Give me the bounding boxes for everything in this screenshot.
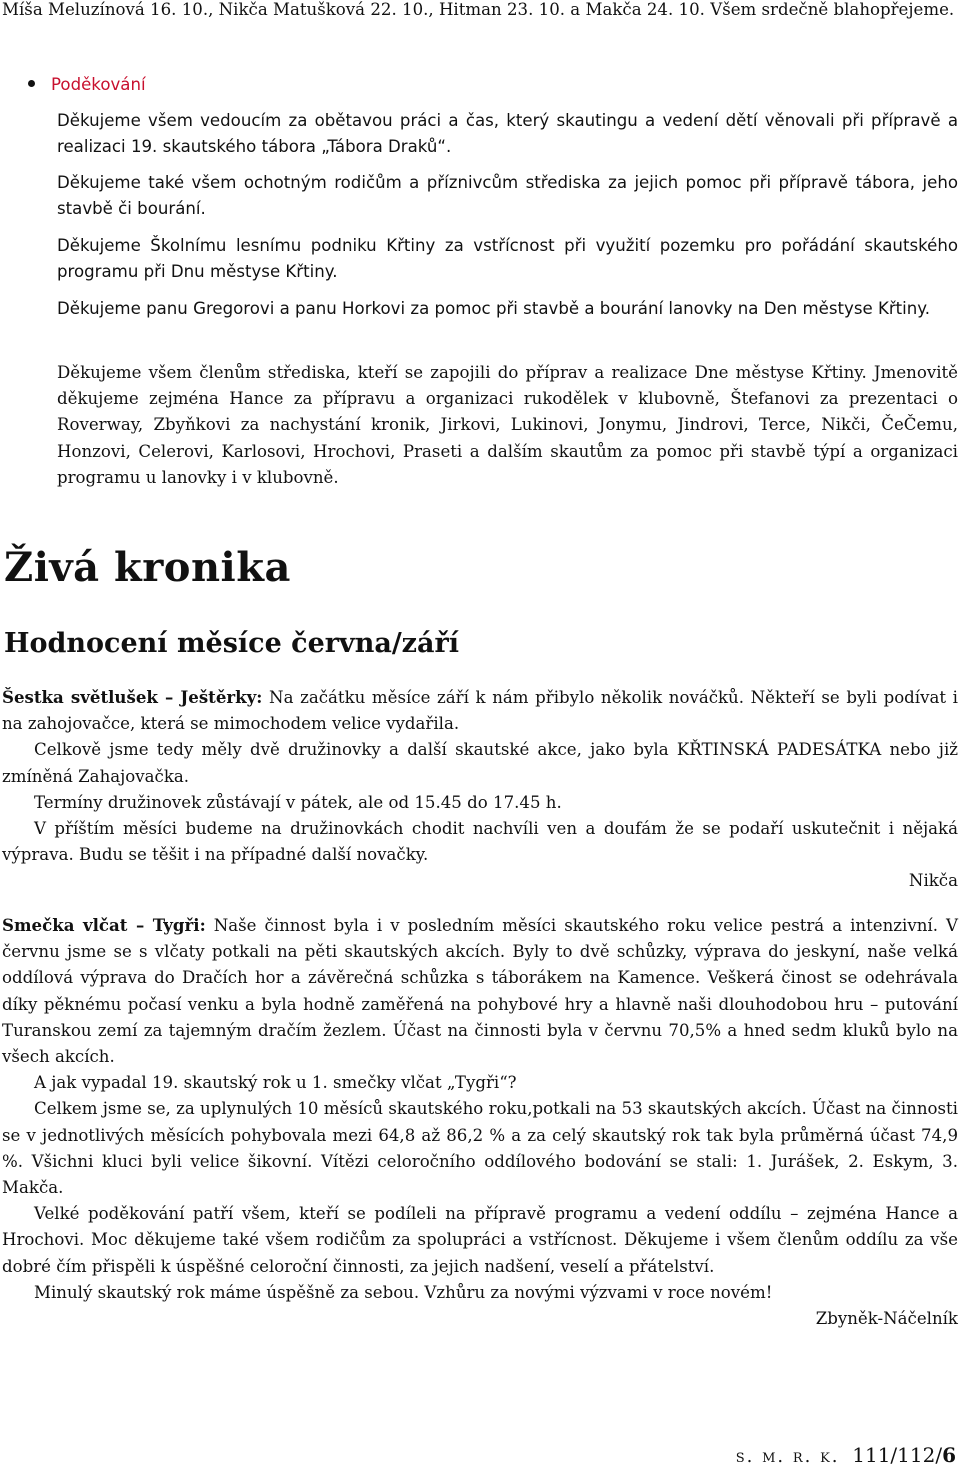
thanks-paragraph-1: Děkujeme všem vedoucím za obětavou práci a čas, který skautingu a vedení dětí věnovali při přípravě a realizaci 19. skautského tábora „Tábora Draků“. [57,111,958,157]
page-number: 6 [942,1443,956,1467]
sestka-paragraph-3: Termíny družinovek zůstávají v pátek, ale od 15.45 do 17.45 h. [34,792,562,812]
sestka-paragraph-1: Šestka světlušek – Ještěrky: Na začátku měsíce září k nám přibylo několik nováčků. Někteří se byli podívat i na zahojovačce, která se mimochodem velice vydařila. [2,687,958,734]
thanks-paragraph-4: Děkujeme panu Gregorovi a panu Horkovi za pomoc při stavbě a bourání lanovky na Den městyse Křtiny. [57,299,931,318]
smecka-paragraph-5: Minulý skautský rok máme úspěšně za sebou. Vzhůru za novými výzvami v roce novém! [34,1282,773,1302]
smecka-signature: Zbyněk-Náčelník [815,1309,958,1329]
smecka-paragraph-4: Velké poděkování patří všem, kteří se podíleli na přípravě programu a vedení oddílu – zejména Hance a Hrochovi. Moc děkujeme také všem rodičům za spolupráci a vstřícnost. Děkujeme i všem členům oddílu za vše dobré čím přispěli k úspěšné celoroční činnosti, za jejich nadšení, veselí a přátelství. [2,1204,958,1276]
bullet-icon [28,80,35,87]
thanks-heading: Poděkování [51,75,146,94]
smecka-paragraph-3: Celkem jsme se, za uplynulých 10 měsíců skautského roku,potkali na 53 skautských akcích. Účast na činnosti se v jednotlivých měsících pohybovala mezi 64,8 až 86,2 % a za celý skautský rok tak byla průměrná účast 74,9 %. Všichni kluci byli velice šikovní. Vítězi celoročního oddílového bodování se stali: 1. Jurášek, 2. Eskym, 3. Makča. [2,1099,958,1198]
issue-number: 111/112/ [852,1443,943,1467]
smecka-paragraph-1: Smečka vlčat – Tygři: Naše činnost byla i v posledním měsíci skautského roku velice pestrá a intenzivní. V červnu jsme se s vlčaty potkali na pěti skautských akcích. Byly to dvě schůzky, výprava do jeskyní, naše velká oddílová výprava do Dračích hor a závěrečná schůzka s táborákem na Kamence. Veškerá činost se odehrávala díky pěknému počasí venku a byla hodně zaměřená na pohybové hry a hlavně naši dlouhodobou hru – putování Turanskou zemí za tajemným dračím žezlem. Účast na činnosti byla v červnu 70,5% a hned sedm kluků bylo na všech akcích. [2,915,958,1067]
sestka-lead: Šestka světlušek – Ještěrky: [2,687,263,707]
sestka-paragraph-4: V příštím měsíci budeme na družinovkách chodit nachvíli ven a doufám že se podaří uskutečnit i nějaká výprava. Budu se těšit i na případné další novačky. [2,819,958,865]
sestka-signature: Nikča [908,871,958,891]
thanks-paragraph-3: Děkujeme Školnímu lesnímu podniku Křtiny za vstřícnost při využití pozemku pro pořádání skautského programu při Dnu městyse Křtiny. [57,236,958,282]
journal-name: s. m. r. k. [735,1446,840,1467]
thanks-paragraph-2: Děkujeme také všem ochotným rodičům a příznivcům střediska za jejich pomoc při přípravě tábora, jeho stavbě či bourání. [57,173,958,219]
subsection-title: Hodnocení měsíce června/září [4,628,459,659]
thanks-bullet [28,72,146,98]
birthday-paragraph: Míša Meluzínová 16. 10., Nikča Matušková 22. 10., Hitman 23. 10. a Makča 24. 10. Všem srdečně blahopřejeme. [2,0,955,19]
thanks-paragraph-5: Děkujeme všem členům střediska, kteří se zapojili do příprav a realizace Dne městyse Křtiny. Jmenovitě děkujeme zejména Hance za přípravu a organizaci rukodělek v klubovně, Štefanovi za prezentaci o Roverway, Zbyňkovi za nachystání kronik, Jirkovi, Lukinovi, Jonymu, Jindrovi, Terce, Nikči, ČeČemu, Honzovi, Celerovi, Karlosovi, Hrochovi, Praseti a dalším skautům za pomoc při stavbě týpí a organizaci programu u lanovky i v klubovně. [57,363,958,487]
smecka-lead: Smečka vlčat – Tygři: [2,915,206,935]
smecka-paragraph-2: A jak vypadal 19. skautský rok u 1. smečky vlčat „Tygři“? [34,1073,517,1093]
section-title: Živá kronika [4,544,291,591]
smecka-report [2,912,958,1332]
sestka-paragraph-2: Celkově jsme tedy měly dvě družinovky a další skautské akce, jako byla KŘTINSKÁ PADESÁTKA nebo již zmíněná Zahajovačka. [2,740,958,786]
page-footer [736,1440,956,1472]
sestka-report [2,684,958,895]
